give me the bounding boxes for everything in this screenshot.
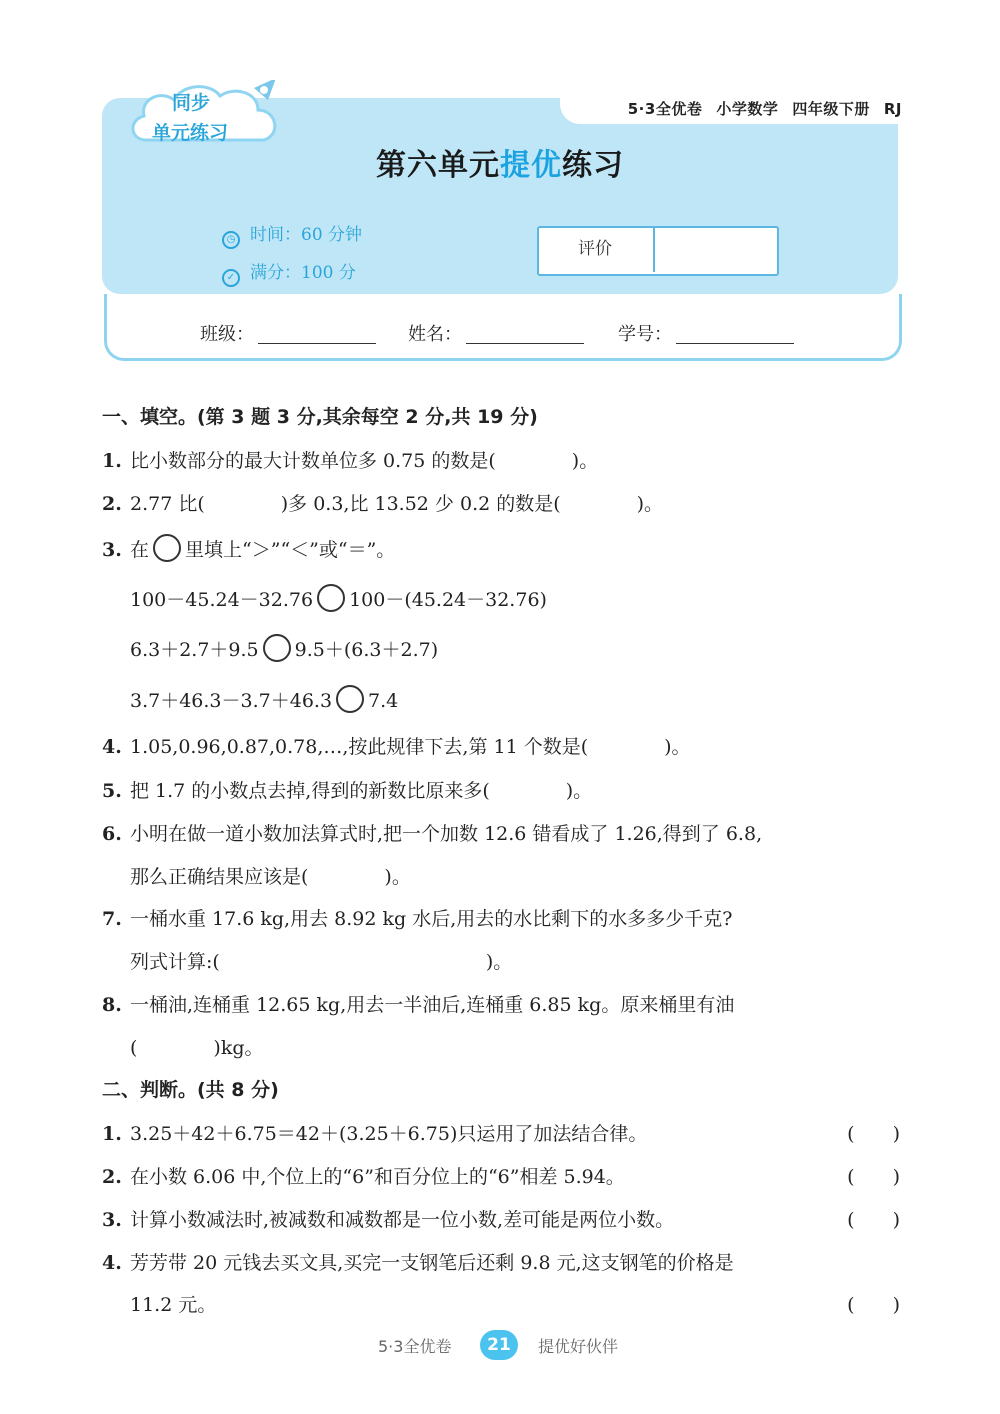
time-info: [222, 220, 362, 249]
edition: RJ: [883, 100, 902, 118]
id-blank[interactable]: [676, 323, 794, 344]
class-label: 班级：: [200, 324, 254, 345]
id-field[interactable]: [618, 320, 794, 346]
title-part-highlight: 提优: [500, 148, 562, 183]
footer-slogan: 提优好伙伴: [538, 1337, 619, 1356]
name-blank[interactable]: [466, 323, 584, 344]
question-6: 6. 小明在做一道小数加法算式时,把一个加数 12.6 错看成了 1.26,得到了 6.8,: [102, 823, 763, 845]
id-label: 学号：: [618, 324, 672, 345]
evaluation-label: 评价: [537, 226, 655, 272]
question-7-cont: 列式计算:( )。: [130, 951, 513, 973]
compare-circle[interactable]: [336, 685, 364, 713]
check-icon: ✓: [222, 269, 240, 287]
question-7: 7. 一桶水重 17.6 kg,用去 8.92 kg 水后,用去的水比剩下的水多多少千克?: [102, 908, 733, 930]
judge-3: 3. 计算小数减法时,被减数和减数都是一位小数,差可能是两位小数。: [102, 1209, 675, 1231]
title-part-a: 第六单元: [376, 148, 500, 183]
series-name: 5·3全优卷: [627, 100, 703, 118]
name-field[interactable]: [408, 320, 584, 346]
subject: 小学数学: [716, 100, 779, 118]
series-line: [614, 98, 902, 119]
compare-row-1: 100－45.24－32.76 100－(45.24－32.76): [130, 584, 547, 612]
question-3: 3. 在 里填上“＞”“＜”或“＝”。: [102, 534, 395, 562]
judge-1-answer[interactable]: ( ): [847, 1123, 900, 1145]
question-6-cont: 那么正确结果应该是( )。: [130, 866, 411, 888]
compare-circle: [153, 534, 181, 562]
question-8: 8. 一桶油,连桶重 12.65 kg,用去一半油后,连桶重 6.85 kg。原来桶里有油: [102, 994, 735, 1016]
clock-icon: ◷: [222, 231, 240, 249]
badge-line2: 单元练习: [152, 122, 229, 144]
page-number: 21: [480, 1330, 518, 1360]
page-title: [0, 140, 1000, 184]
badge-line1: 同步: [172, 92, 211, 114]
time-text: 时间：60 分钟: [250, 225, 363, 245]
question-2: 2. 2.77 比( )多 0.3,比 13.52 少 0.2 的数是( )。: [102, 493, 664, 515]
question-1: 1. 比小数部分的最大计数单位多 0.75 的数是( )。: [102, 450, 599, 472]
score-info: [222, 258, 356, 287]
score-text: 满分：100 分: [250, 263, 356, 283]
section2-heading: 二、判断。(共 8 分): [102, 1079, 279, 1101]
grade: 四年级下册: [792, 100, 870, 118]
question-8-cont: ( )kg。: [130, 1037, 264, 1059]
judge-4: 4. 芳芳带 20 元钱去买文具,买完一支钢笔后还剩 9.8 元,这支钢笔的价格是: [102, 1252, 734, 1274]
title-part-c: 练习: [562, 148, 624, 183]
judge-3-answer[interactable]: ( ): [847, 1209, 900, 1231]
name-label: 姓名：: [408, 324, 462, 345]
compare-row-3: 3.7＋46.3－3.7＋46.3 7.4: [130, 685, 398, 713]
judge-4-answer[interactable]: ( ): [847, 1294, 900, 1316]
compare-row-2: 6.3＋2.7＋9.5 9.5＋(6.3＋2.7): [130, 634, 438, 662]
judge-1: 1. 3.25＋42＋6.75＝42＋(3.25＋6.75)只运用了加法结合律。: [102, 1123, 648, 1145]
compare-circle[interactable]: [317, 584, 345, 612]
judge-2-answer[interactable]: ( ): [847, 1166, 900, 1188]
class-blank[interactable]: [258, 323, 376, 344]
class-field[interactable]: [200, 320, 376, 346]
footer-series: 5·3全优卷: [378, 1337, 452, 1356]
judge-2: 2. 在小数 6.06 中,个位上的“6”和百分位上的“6”相差 5.94。: [102, 1166, 625, 1188]
compare-circle[interactable]: [263, 634, 291, 662]
section1-heading: 一、填空。(第 3 题 3 分,其余每空 2 分,共 19 分): [102, 406, 538, 428]
judge-4-cont: 11.2 元。: [130, 1294, 217, 1316]
question-4: 4. 1.05,0.96,0.87,0.78,…,按此规律下去,第 11 个数是( )。: [102, 736, 691, 758]
question-5: 5. 把 1.7 的小数点去掉,得到的新数比原来多( )。: [102, 780, 593, 802]
